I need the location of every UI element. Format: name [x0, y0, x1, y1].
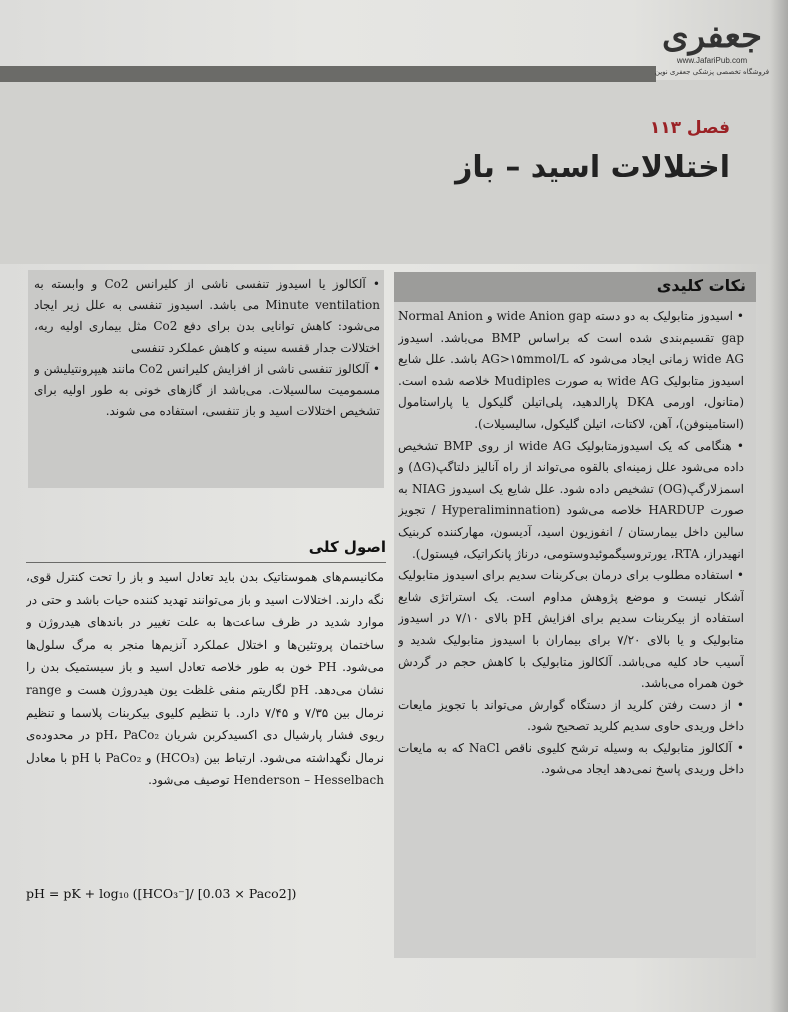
key-points-title: نکات کلیدی	[656, 276, 746, 295]
key-point-paragraph: • از دست رفتن کلرید از دستگاه گوارش می‌تواند با تجویز مایعات داخل وریدی حاوی سدیم کلرید تصحیح شود.	[398, 697, 744, 734]
henderson-hasselbalch-formula: pH = pK + log₁₀ ([HCO₃⁻]/ [0.03 × Paco2])	[26, 886, 297, 901]
logo-caption: فروشگاه تخصصی پزشکی جعفری نوین	[654, 68, 770, 76]
respiratory-paragraph: • آلکالوز یا اسیدوز تنفسی ناشی از کلیرانس Co2 و وابسته به Minute ventilation می باشد. اسیدوز تنفسی به علل زیر ایجاد می‌شود: کاهش توانایی بدن برای دفع Co2 مثل بیماری اولیه ریه، اختلالات جدار قفسه سینه و کاهش عملکرد تنفسی	[34, 277, 380, 355]
key-point-paragraph: • آلکالوز متابولیک به وسیله ترشح کلیوی ناقص NaCl که به مایعات داخل وریدی پاسخ نمی‌دهد ایجاد می‌شود.	[398, 740, 744, 777]
key-points-body	[398, 306, 744, 956]
respiratory-paragraph: • آلکالوز تنفسی ناشی از افزایش کلیرانس Co2 مانند هیپرونتیلیشن و مسمومیت سالسیلات. می‌باشد از گازهای خونی به طور اولیه برای تشخیص اختلالات اسید و باز تنفسی، استفاده می شوند.	[34, 361, 380, 419]
general-section-body: مکانیسم‌های هموستاتیک بدن باید تعادل اسید و باز را تحت کنترل قوی، نگه دارند. اختلالات اسید و باز می‌توانند تهدید کننده حیات باشد و حتی در موارد شدید در ظرف ساعت‌ها به علت تغییر در باندهای هیدروژن و ساختمان پروتئین‌ها و اختلال عملکرد آنزیم‌ها منجر به مرگ سلول‌ها می‌شود. PH خون به طور خلاصه تعادل اسید و باز سیستمیک بدن را نشان می‌دهد. pH لگاریتم منفی غلظت یون هیدروژن هست و range نرمال بین ۷/۳۵ و ۷/۴۵ دارد. با تنظیم کلیوی بیکربنات پلاسما و تنظیم ریوی فشار پارشیال دی اکسیدکربن شریان pH، PaCo₂ در محدوده‌ی نرمال نگهداشته می‌شود. ارتباط بین (HCO₃) و PaCo₂ با pH با معادل Henderson – Hesselbach توصیف می‌شود.	[26, 570, 384, 788]
key-point-paragraph: • استفاده مطلوب برای درمان بی‌کربنات سدیم برای اسیدوز متابولیک آشکار نیست و موضع پژوهش مداوم است. یک استراتژی شایع استفاده از بیکربنات سدیم برای افزایش pH بالای ۷/۱۰ در اسیدوز متابولیک و یا بالای ۷/۲۰ برای بیماران با اسیدوز متابولیک شدید و آسیب حاد کلیه می‌باشد. آلکالوز متابولیک با کاهش حجم در گردش خون همراه می‌باشد.	[398, 568, 744, 691]
header-rule	[0, 66, 656, 82]
publisher-logo	[652, 16, 772, 96]
page-edge-shadow	[770, 0, 788, 1012]
respiratory-box-body	[34, 274, 380, 486]
chapter-number: فصل ۱۱۳	[649, 118, 730, 138]
logo-url: www.JafariPub.com	[676, 56, 748, 65]
logo-mark: جعفری	[662, 16, 762, 56]
general-section-title: اصول کلی	[308, 538, 386, 556]
key-point-paragraph: • اسیدوز متابولیک به دو دسته wide Anion gap و Normal Anion gap تقسیم‌بندی شده است که براساس BMP می‌باشد. اسیدوز wide AG زمانی ایجاد می‌شود که AG>۱۵mmol/L باشد. علل شایع اسیدوز متابولیک wide AG به صورت Mudiples خلاصه شده است. (متانول، اورمی DKA پارالدهید، پلی‌اتیلن گلیکول یا پاراستامول (استامینوفن)، آهن، لاکتات، اتیلن گلیکول، سالیسیلات).	[398, 309, 744, 431]
key-point-paragraph: • هنگامی که یک اسیدوزمتابولیک wide AG از روی BMP تشخیص داده می‌شود علل زمینه‌ای بالقوه می‌تواند از راه آنالیز دلتاگپ(ΔG) و اسمزلارگپ(OG) تشخیص داده شود. علل شایع یک اسیدوز NIAG به صورت HARDUP خلاصه می‌شود (Hyperaliminnation / تجویز سالین داخل بیمارستان / انفوزیون اسید، آدیسون، مهارکننده کربنیک انهیدراز، RTA، یورتروسیگموئیدوستومی، درناژ پانکراتیک، فیستول).	[398, 438, 744, 561]
chapter-title: اختلالات اسید – باز	[455, 150, 730, 185]
